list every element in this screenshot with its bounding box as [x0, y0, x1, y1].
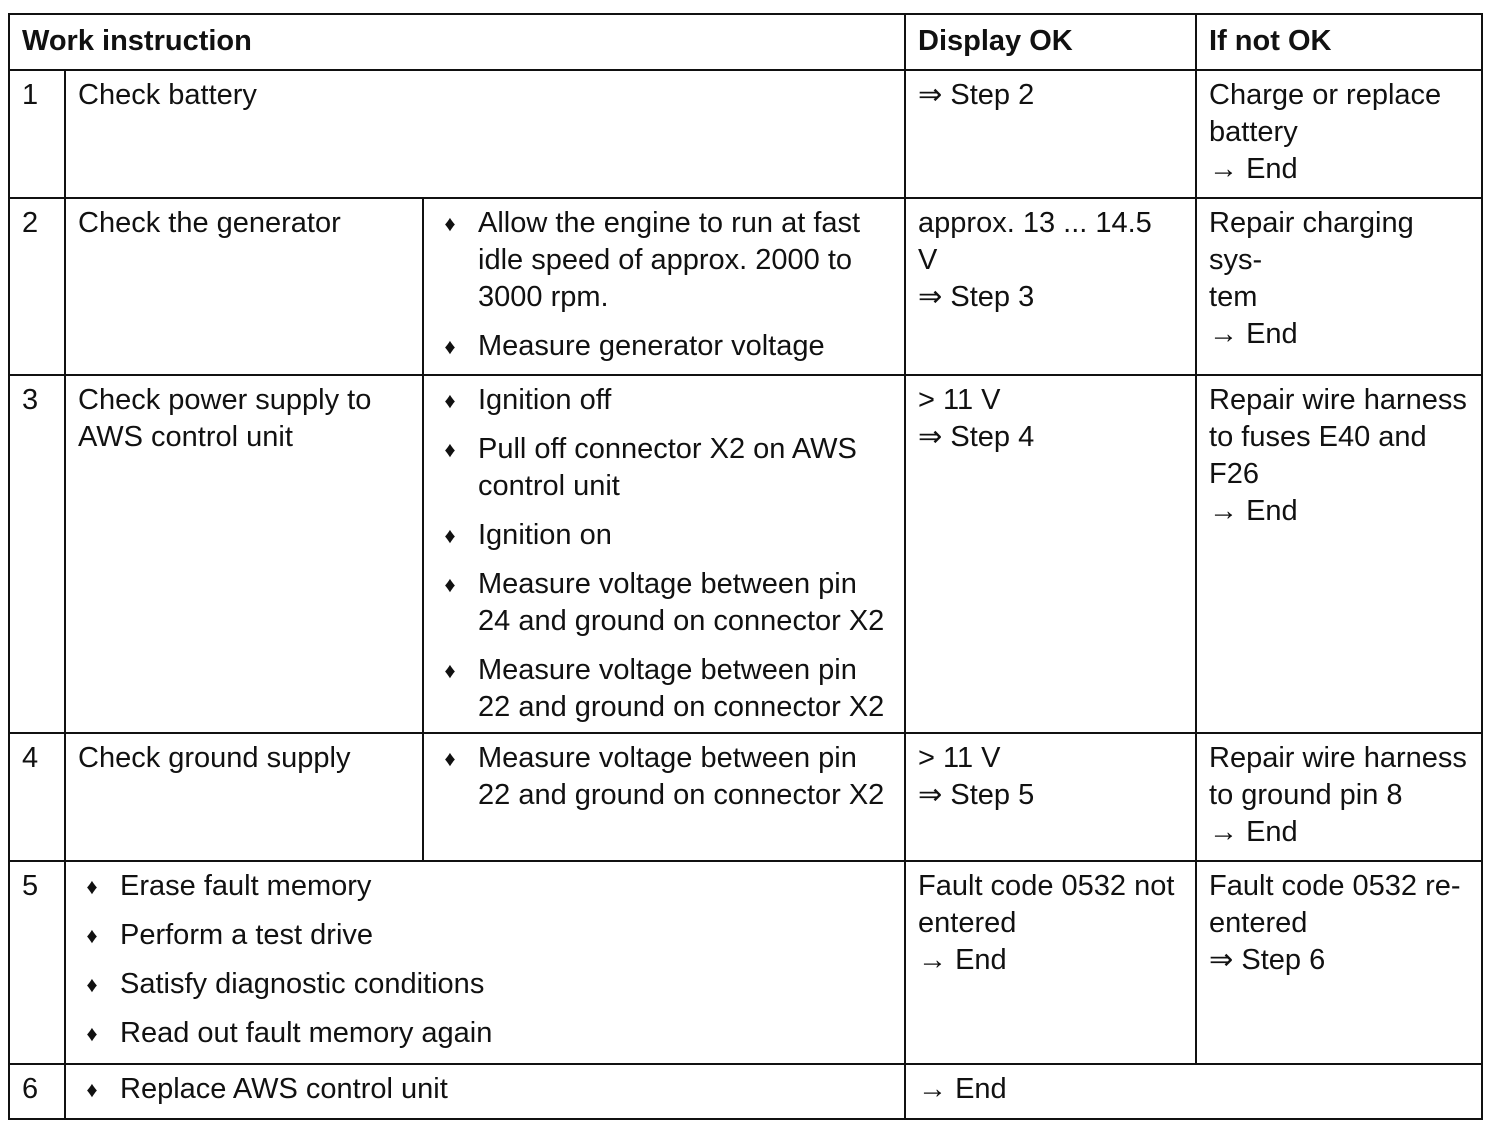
steps-list [436, 382, 892, 726]
table-row [9, 1064, 1482, 1119]
steps-cell [65, 1064, 905, 1119]
ok-line: ⇒ Step 5 [918, 779, 1035, 811]
list-item [436, 740, 892, 814]
bullet-icon: ♦ [444, 211, 456, 236]
step-number: 6 [9, 1064, 65, 1119]
list-item [436, 205, 892, 316]
not-ok-line: ⇒ Step 6 [1209, 944, 1326, 976]
step-number: 5 [9, 861, 65, 1064]
ok-line: → End [918, 944, 1007, 976]
list-item [78, 917, 892, 954]
steps-cell [423, 375, 905, 733]
table-row [9, 70, 1482, 198]
bullet-icon: ♦ [444, 572, 456, 597]
task-cell: Check the generator [65, 198, 423, 375]
bullet-icon: ♦ [444, 388, 456, 413]
task-cell: Check battery [65, 70, 905, 198]
ok-line: > 11 V [918, 742, 1001, 774]
if-not-ok-cell [1196, 198, 1482, 375]
bullet-icon: ♦ [86, 923, 98, 948]
not-ok-line: to fuses E40 and [1209, 421, 1427, 453]
ok-line: ⇒ Step 4 [918, 421, 1035, 453]
ok-line: entered [918, 907, 1017, 939]
list-item [436, 517, 892, 554]
table-row [9, 861, 1482, 1064]
if-not-ok-cell [1196, 375, 1482, 733]
bullet-icon: ♦ [444, 437, 456, 462]
step-number: 3 [9, 375, 65, 733]
not-ok-line: Fault code 0532 re- [1209, 870, 1461, 902]
not-ok-line: → End [1209, 318, 1298, 350]
step-text: Read out fault memory again [120, 1017, 493, 1049]
table-row [9, 198, 1482, 375]
ok-line: ⇒ Step 2 [918, 79, 1035, 111]
steps-list [78, 1071, 892, 1108]
not-ok-line: to ground pin 8 [1209, 779, 1403, 811]
steps-list [436, 740, 892, 814]
step-number: 4 [9, 733, 65, 861]
bullet-icon: ♦ [444, 658, 456, 683]
not-ok-line: battery [1209, 116, 1298, 148]
not-ok-line: F26 [1209, 458, 1260, 490]
list-item [436, 328, 892, 365]
display-ok-cell [905, 1064, 1482, 1119]
step-text: Replace AWS control unit [120, 1073, 448, 1105]
not-ok-line: tem [1209, 281, 1258, 313]
display-ok-cell [905, 733, 1196, 861]
list-item [436, 652, 892, 726]
ok-line: Fault code 0532 not [918, 870, 1175, 902]
if-not-ok-cell [1196, 733, 1482, 861]
steps-list [436, 205, 892, 365]
display-ok-cell [905, 70, 1196, 198]
ok-line: → End [918, 1073, 1007, 1105]
if-not-ok-cell [1196, 861, 1482, 1064]
step-text: Measure generator voltage [478, 330, 825, 362]
ok-line: ⇒ Step 3 [918, 281, 1035, 313]
not-ok-line: → End [1209, 495, 1298, 527]
header-if-not-ok: If not OK [1196, 14, 1482, 70]
step-text: Measure voltage between pin 22 and ground on connector X2 [478, 742, 885, 811]
bullet-icon: ♦ [444, 746, 456, 771]
step-text: Ignition off [478, 384, 612, 416]
table-header-row [9, 14, 1482, 70]
list-item [78, 966, 892, 1003]
not-ok-line: → End [1209, 153, 1298, 185]
work-instruction-table [8, 13, 1483, 1120]
bullet-icon: ♦ [86, 1077, 98, 1102]
not-ok-line: entered [1209, 907, 1308, 939]
step-text: Measure voltage between pin 24 and ground on connector X2 [478, 568, 885, 637]
ok-line: approx. 13 ... 14.5 [918, 207, 1152, 239]
header-work-instruction: Work instruction [9, 14, 905, 70]
list-item [436, 431, 892, 505]
step-number: 2 [9, 198, 65, 375]
step-text: Ignition on [478, 519, 612, 551]
list-item [78, 868, 892, 905]
steps-list [78, 868, 892, 1052]
task-cell: Check power supply to AWS control unit [65, 375, 423, 733]
display-ok-cell [905, 861, 1196, 1064]
steps-cell [65, 861, 905, 1064]
steps-cell [423, 733, 905, 861]
bullet-icon: ♦ [444, 334, 456, 359]
header-display-ok: Display OK [905, 14, 1196, 70]
step-text: Pull off connector X2 on AWS control unit [478, 433, 857, 502]
not-ok-line: Repair charging sys- [1209, 207, 1414, 276]
display-ok-cell [905, 375, 1196, 733]
ok-line: V [918, 244, 938, 276]
not-ok-line: Charge or replace [1209, 79, 1442, 111]
step-text: Satisfy diagnostic conditions [120, 968, 485, 1000]
list-item [436, 566, 892, 640]
not-ok-line: Repair wire harness [1209, 742, 1467, 774]
ok-line: > 11 V [918, 384, 1001, 416]
not-ok-line: → End [1209, 816, 1298, 848]
steps-cell [423, 198, 905, 375]
step-text: Allow the engine to run at fast idle speed of approx. 2000 to 3000 rpm. [478, 207, 861, 313]
not-ok-line: Repair wire harness [1209, 384, 1467, 416]
bullet-icon: ♦ [86, 1021, 98, 1046]
table-row [9, 733, 1482, 861]
list-item [78, 1071, 892, 1108]
bullet-icon: ♦ [86, 874, 98, 899]
task-cell: Check ground supply [65, 733, 423, 861]
display-ok-cell [905, 198, 1196, 375]
step-text: Measure voltage between pin 22 and ground on connector X2 [478, 654, 885, 723]
table-row [9, 375, 1482, 733]
list-item [436, 382, 892, 419]
step-text: Erase fault memory [120, 870, 372, 902]
bullet-icon: ♦ [444, 523, 456, 548]
if-not-ok-cell [1196, 70, 1482, 198]
list-item [78, 1015, 892, 1052]
step-number: 1 [9, 70, 65, 198]
step-text: Perform a test drive [120, 919, 374, 951]
bullet-icon: ♦ [86, 972, 98, 997]
